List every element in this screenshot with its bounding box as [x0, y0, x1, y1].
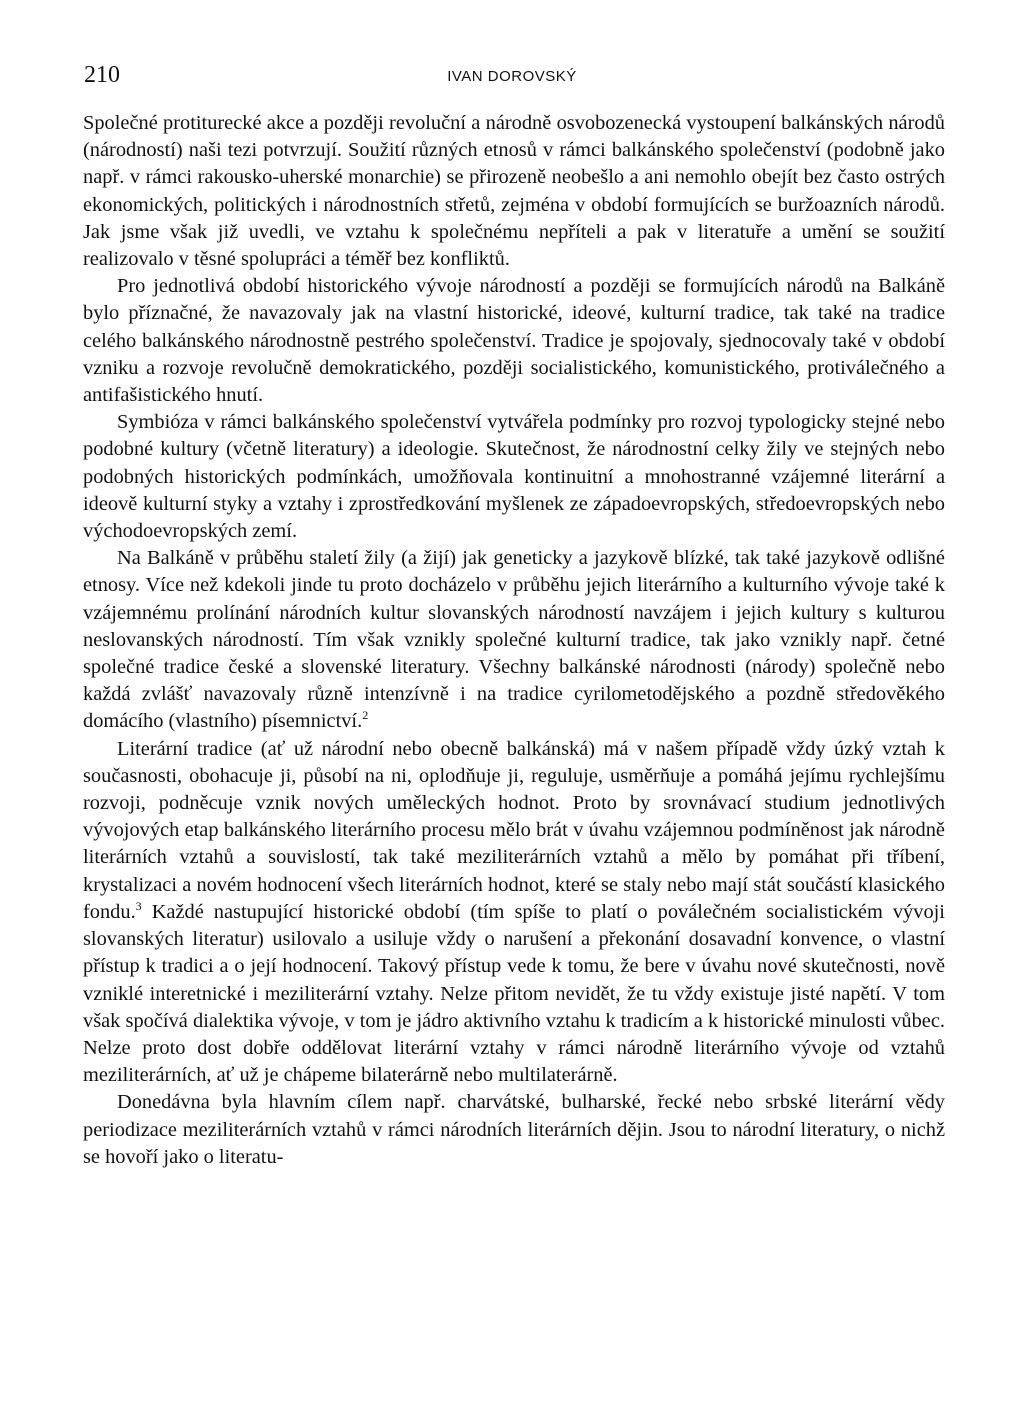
running-head: IVAN DOROVSKÝ — [447, 68, 577, 85]
paragraph-text: Pro jednotlivá období historického vývoje národností a později se formujících národů na Balkáně bylo příznačné, že navazovaly jak na vlastní historické, ideové, kulturní tradice, tak také na tradice celého balkánského národnostně pestrého společenství. Tradice je spojovaly, sjednocovaly také v období vzniku a rozvoje revolučně demokratického, později socialistického, komunistického, protiválečného a antifašistického hnutí. — [83, 275, 945, 407]
paragraph-2 — [83, 273, 945, 409]
paragraph-4 — [83, 545, 945, 735]
body-text — [83, 110, 945, 1171]
paragraph-7 — [83, 1089, 945, 1171]
page-number: 210 — [84, 62, 120, 88]
paragraph-1 — [83, 110, 945, 273]
paragraph-text: Donedávna byla hlavním cílem např. charvátské, bulharské, řecké nebo srbské literární vědy periodizace meziliterárních vztahů v rámci národních literárních dějin. Jsou to národní literatury, o nichž se hovoří jako o literatu- — [83, 1091, 945, 1168]
paragraph-text: Na Balkáně v průběhu staletí žily (a žijí) jak geneticky a jazykově blízké, tak také jazykově odlišné etnosy. Více než kdekoli jinde tu proto docházelo v průběhu jejich literárního a kulturního vývoje také k vzájemnému prolínání národních kultur slovanských národností navzájem i jejich kultury s kulturou neslovanských národností. Tím však vznikly společné kulturní tradice, tak jako vznikly např. četné společné tradice české a slovenské literatury. Všechny balkánské národnosti (národy) společně nebo každá zvlášť navazovaly různě intenzívně i na tradice cyrilometodějského a pozdně středověkého domácího (vlastního) písemnictví. — [83, 547, 945, 733]
footnote-marker[interactable]: 2 — [362, 708, 369, 723]
paragraph-3 — [83, 409, 945, 545]
paragraph-text: Každé nastupující historické období (tím spíše to platí o poválečném socialistickém vývoji slovanských literatur) usilovalo a usiluje vždy o narušení a překonání dosavadní konvence, o vlastní přístup k tradici a o její hodnocení. Takový přístup vede k tomu, že bere v úvahu nové skutečnosti, nově vzniklé interetnické i meziliterární vztahy. Nelze přitom nevidět, že tu vždy existuje jisté napětí. V tom však spočívá dialektika vývoje, v tom je jádro aktivního vztahu k tradicím a k historické minulosti vůbec. Nelze proto dost dobře oddělovat literární vztahy v rámci národně literárního vývoje od vztahů meziliterárních, ať už je chápeme bilaterárně nebo multilaterárně. — [83, 900, 945, 1087]
paragraph-text: Literární tradice (ať už národní nebo obecně balkánská) má v našem případě vždy úzký vztah k současnosti, obohacuje ji, působí na ni, oplodňuje ji, reguluje, usměrňuje a pomáhá jejímu rychlejšímu rozvoji, podněcuje vznik nových uměleckých hodnot. Proto by srovnávací studium jednotlivých vývojových etap balkánského literárního procesu mělo brát v úvahu vzájemnou podmíněnost jak národně literárních vztahů a souvislostí, tak také meziliterárních vztahů a mělo by pomáhat při tříbení, krystalizaci a novém hodnocení všech literárních hodnot, které se staly nebo mají stát součástí klasického fondu. — [83, 737, 945, 923]
paragraph-5 — [83, 736, 945, 1090]
paragraph-text: Symbióza v rámci balkánského společenství vytvářela podmínky pro rozvoj typologicky stejné nebo podobné kultury (včetně literatury) a ideologie. Skutečnost, že národnostní celky žily ve stejných nebo podobných historických podmínkách, umožňovala kontinuitní a mnohostranné vzájemné literární a ideově kulturní styky a vztahy i zprostředkování myšlenek ze západoevropských, středoevropských nebo východoevropských zemí. — [83, 411, 945, 543]
paragraph-text: Společné protiturecké akce a později revoluční a národně osvobozenecká vystoupení balkánských národů (národností) naši tezi potvrzují. Soužití různých etnosů v rámci balkánského společenství (podobně jako např. v rámci rakousko-uherské monarchie) se přirozeně neobešlo a ani nemohlo obejít bez často ostrých ekonomických, politických i národnostních střetů, zejména v období formujících se buržoazních národů. Jak jsme však již uvedli, ve vztahu k společnému nepříteli a pak v literatuře a umění se soužití realizovalo v těsné spolupráci a téměř bez konfliktů. — [83, 112, 945, 271]
footnote-marker[interactable]: 3 — [135, 899, 142, 914]
